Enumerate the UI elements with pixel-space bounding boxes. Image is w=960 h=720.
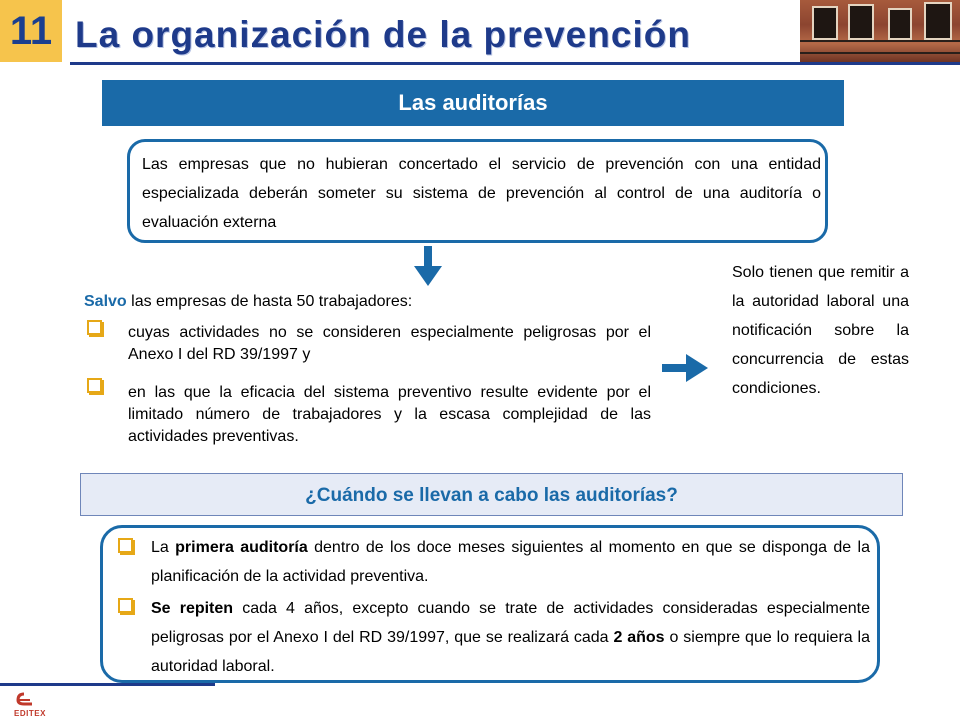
arrow-down-icon <box>414 246 442 288</box>
footer-divider <box>0 683 215 686</box>
exceptions-lead-bold: Salvo <box>84 293 127 310</box>
audit-item-2-post: o siempre que lo requiera la autoridad laboral. <box>151 629 871 675</box>
audit-item-2-bold2: 2 años <box>613 629 665 646</box>
intro-text: Las empresas que no hubieran concertado el servicio de prevención con una entidad especializada deberán someter su sistema de prevención al control de una auditoría o evaluación externa <box>142 156 821 231</box>
exception-item-2: en las que la eficacia del sistema preventivo resulte evidente por el limitado número de trabajadores y la escasa complejidad de las actividades preventivas. <box>128 384 651 445</box>
audit-item-2 <box>151 594 870 681</box>
editex-logo-text: EDITEX <box>14 709 46 718</box>
audit-item-2-bold1: Se repiten <box>151 600 234 617</box>
header-photo <box>800 0 960 62</box>
audit-item-1-bold: primera auditoría <box>175 539 308 556</box>
bullet-icon <box>87 378 102 393</box>
exceptions-lead <box>84 293 412 311</box>
bullet-icon <box>118 538 133 553</box>
bullet-icon <box>87 320 102 335</box>
audit-item-1 <box>151 533 870 591</box>
side-note: Solo tienen que remitir a la autoridad laboral una notificación sobre la concurrencia de estas condiciones. <box>732 264 909 397</box>
bullet-icon <box>118 598 133 613</box>
question-heading: ¿Cuándo se llevan a cabo las auditorías? <box>80 473 903 516</box>
arrow-right-icon <box>662 354 708 382</box>
audit-item-2-mid: cada 4 años, excepto cuando se trate de actividades consideradas especialmente peligrosas por el Anexo I del RD 39/1997, que se realizará cada <box>151 600 871 646</box>
chapter-number: 11 <box>9 9 53 53</box>
section-banner: Las auditorías <box>102 80 844 126</box>
header-divider <box>70 62 960 65</box>
exception-item-1: cuyas actividades no se consideren especialmente peligrosas por el Anexo I del RD 39/1997 y <box>128 324 651 363</box>
page-title: La organización de la prevención <box>75 14 691 55</box>
exceptions-lead-rest: las empresas de hasta 50 trabajadores: <box>126 293 413 310</box>
audit-item-1-post: dentro de los doce meses siguientes al momento en que se disponga de la planificación de la actividad preventiva. <box>151 539 871 585</box>
audit-item-1-pre: La <box>151 539 176 556</box>
